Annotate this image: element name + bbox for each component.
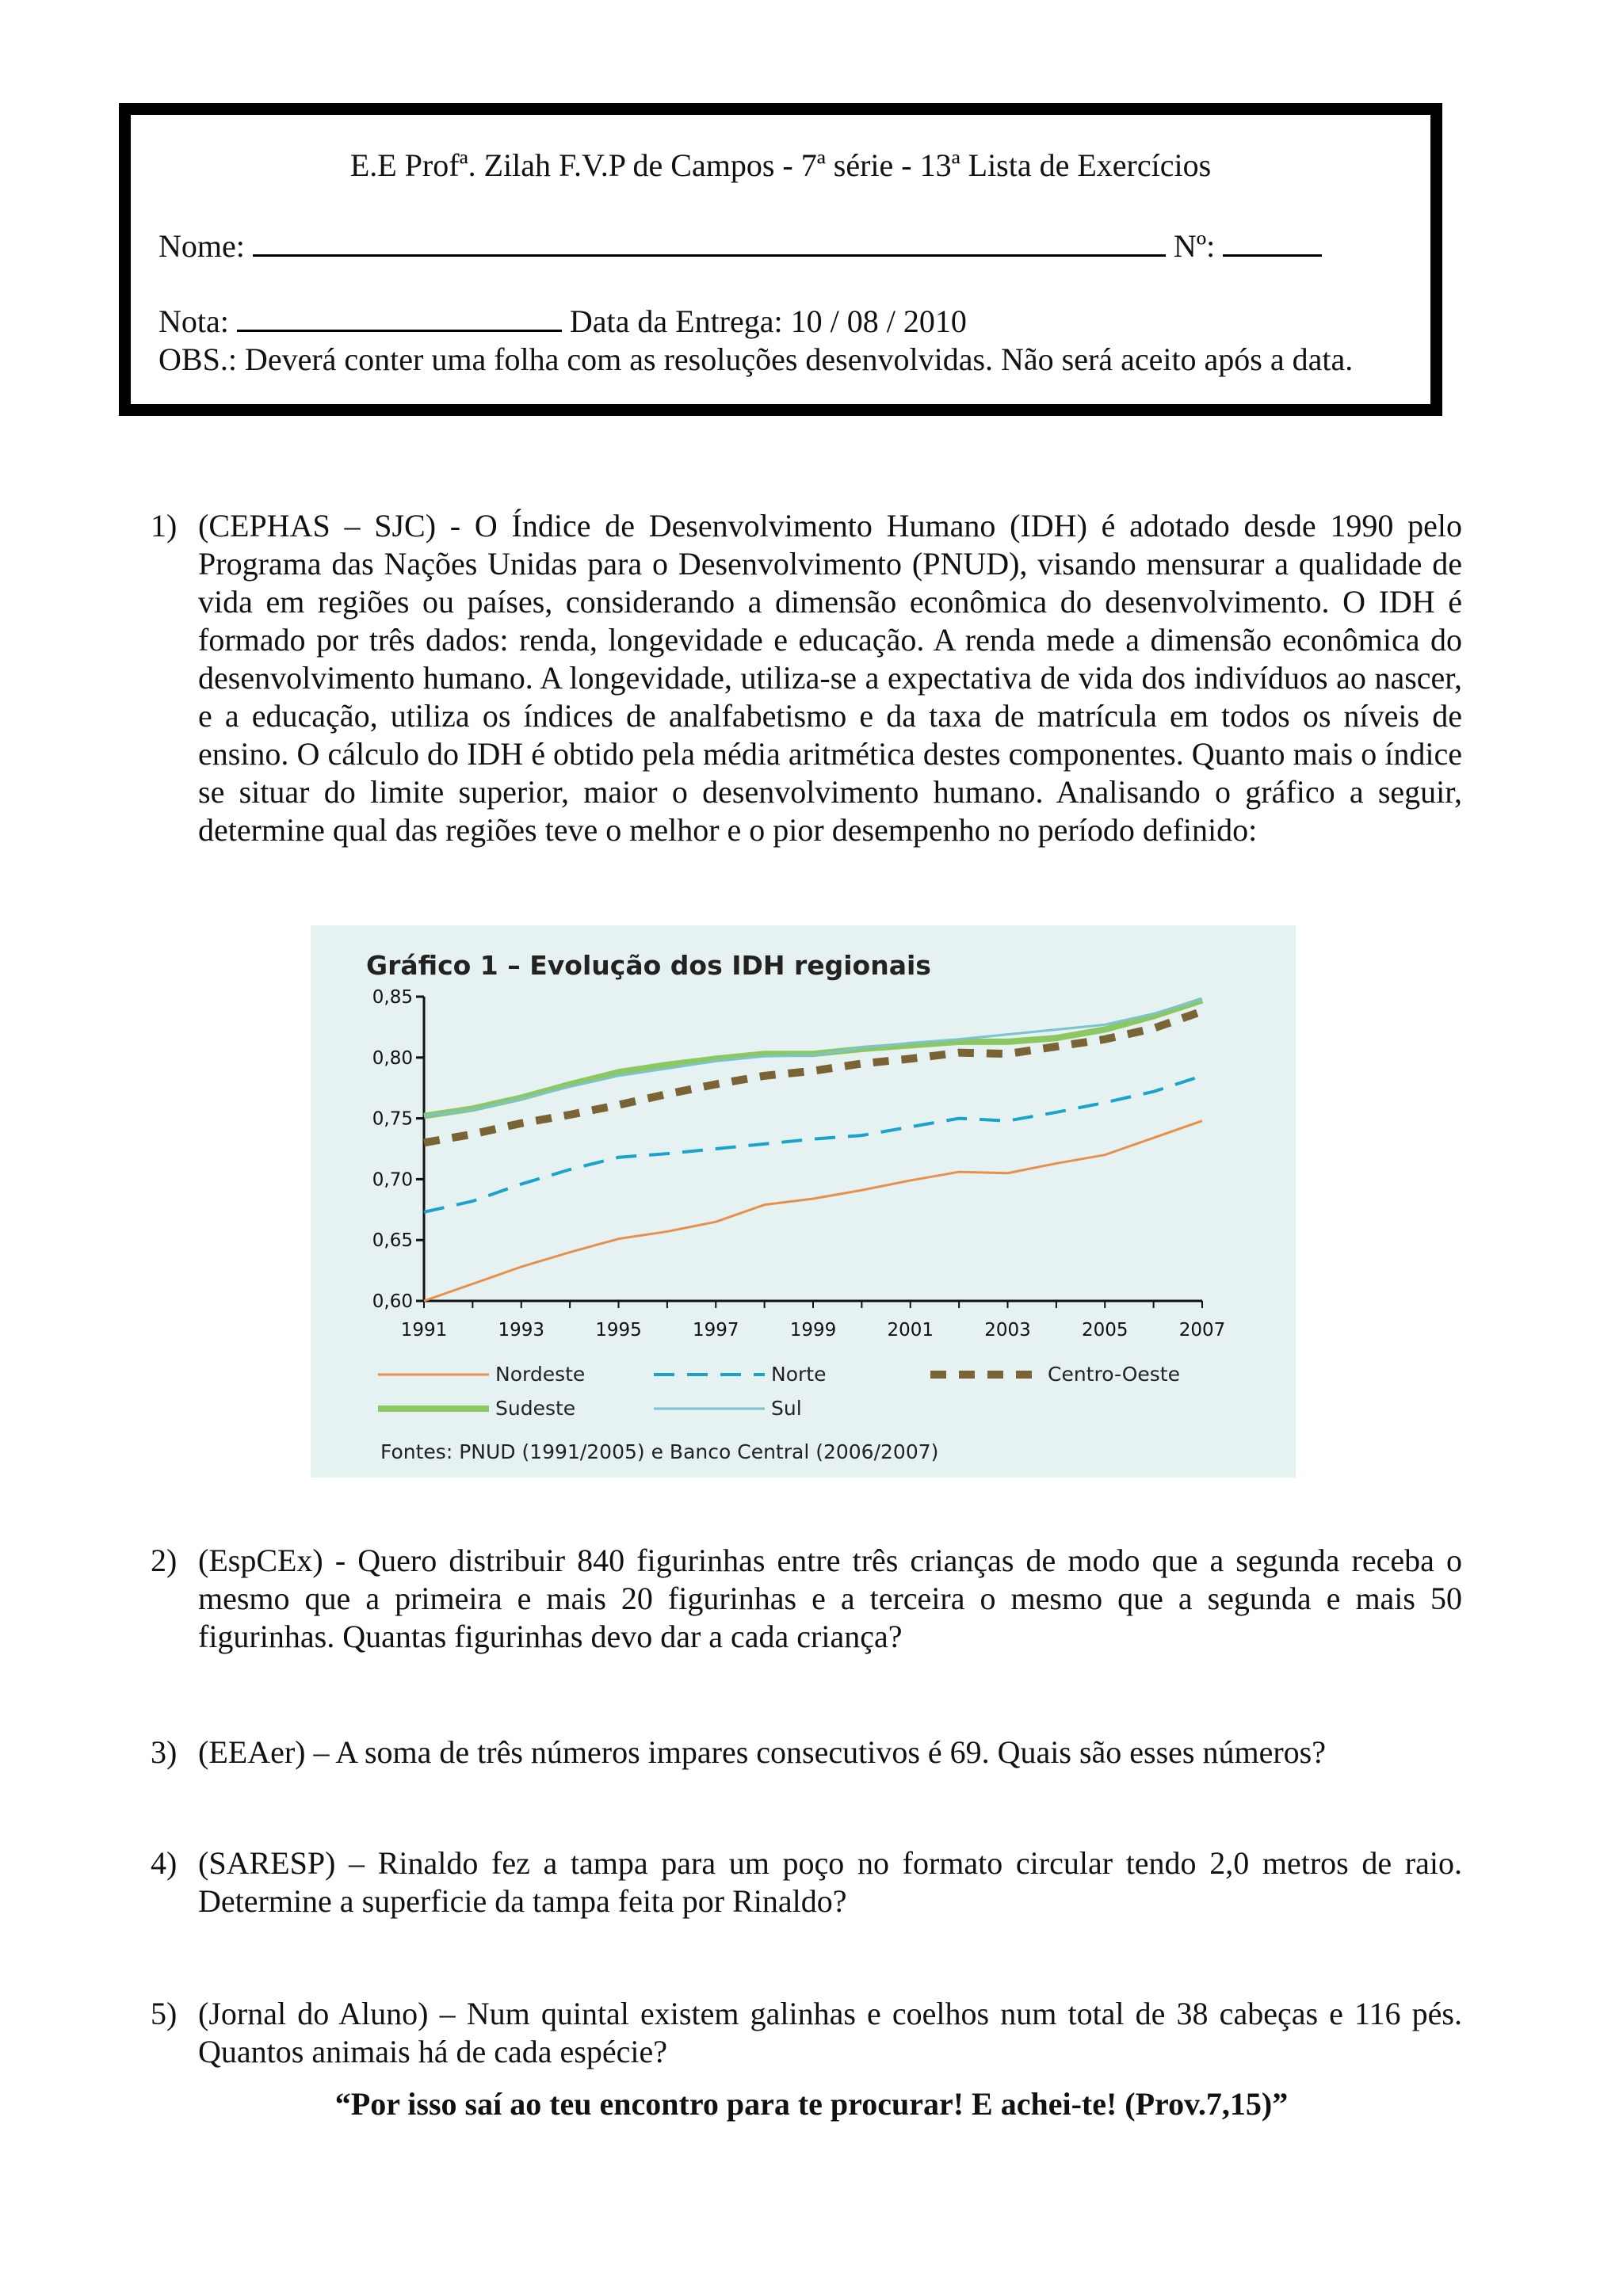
question-text: (EspCEx) - Quero distribuir 840 figurinhas entre três crianças de modo que a segunda receba o mesmo que a primeira e mais 20 figurinhas e a terceira o mesmo que a segunda e mais 50 figurinhas. Quantas figurinhas devo dar a cada criança?	[198, 1543, 1462, 1654]
data-point	[570, 1086, 571, 1087]
question-5	[151, 1995, 1462, 2071]
data-point	[861, 1047, 862, 1048]
y-tick-label: 0,60	[372, 1291, 413, 1312]
legend-label-nordeste: Nordeste	[495, 1363, 586, 1386]
data-point	[861, 1190, 862, 1191]
data-point	[861, 1063, 862, 1064]
name-line	[158, 227, 1322, 265]
x-tick-label: 1999	[789, 1320, 837, 1341]
data-point	[618, 1238, 619, 1239]
data-point	[666, 1231, 667, 1232]
data-point	[813, 1198, 814, 1199]
data-point	[618, 1075, 619, 1076]
data-point	[666, 1065, 667, 1066]
data-point	[910, 1058, 911, 1059]
x-tick-label: 2007	[1178, 1320, 1226, 1341]
data-point	[618, 1072, 619, 1073]
question-number: 1)	[151, 508, 178, 543]
data-point	[813, 1070, 814, 1071]
header-box	[119, 103, 1442, 416]
data-point	[424, 1301, 425, 1302]
data-point	[764, 1075, 765, 1076]
data-point	[1007, 1120, 1008, 1121]
data-point	[618, 1157, 619, 1158]
data-point	[1202, 1011, 1203, 1012]
data-point	[570, 1252, 571, 1253]
data-point	[959, 1052, 960, 1053]
data-point	[1105, 1029, 1106, 1030]
grade-field[interactable]	[237, 306, 562, 332]
question-number: 4)	[151, 1845, 178, 1881]
data-point	[764, 1056, 765, 1057]
y-tick-label: 0,85	[372, 987, 413, 1008]
y-tick-label: 0,75	[372, 1108, 413, 1130]
y-tick-label: 0,65	[372, 1230, 413, 1252]
x-tick-label: 2003	[984, 1320, 1031, 1341]
series-line-nordeste	[424, 1121, 1202, 1301]
question-3	[151, 1733, 1462, 1772]
data-point	[764, 1054, 765, 1055]
data-point	[1202, 1120, 1203, 1121]
data-point	[570, 1169, 571, 1170]
series-line-sul	[424, 999, 1202, 1116]
data-point	[861, 1135, 862, 1136]
chart-source: Fontes: PNUD (1991/2005) e Banco Central (2006/2007)	[380, 1440, 939, 1463]
question-text: (EEAer) – A soma de três números impares consecutivos é 69. Quais são esses números?	[198, 1734, 1326, 1770]
grade-label: Nota:	[158, 303, 229, 339]
legend-label-norte: Norte	[771, 1363, 827, 1386]
name-field[interactable]	[253, 231, 1166, 257]
data-point	[472, 1201, 473, 1202]
y-tick-label: 0,80	[372, 1047, 413, 1069]
question-text: (Jornal do Aluno) – Num quintal existem galinhas e coelhos num total de 38 cabeças e 116 pés. Quantos animais há de cada espécie?	[198, 1996, 1462, 2069]
series-line-sudeste	[424, 1001, 1202, 1116]
name-label: Nome:	[158, 228, 245, 264]
data-point	[1007, 1041, 1008, 1042]
chart-title: Gráfico 1 – Evolução dos IDH regionais	[366, 950, 931, 981]
series-line-norte	[424, 1076, 1202, 1212]
data-point	[570, 1084, 571, 1085]
data-point	[1105, 1102, 1106, 1103]
question-number: 2)	[151, 1543, 178, 1578]
number-label: Nº:	[1173, 228, 1216, 264]
grade-line	[158, 303, 967, 340]
data-point	[472, 1283, 473, 1284]
obs-note: OBS.: Deverá conter uma folha com as resoluções desenvolvidas. Não será aceito após a data.	[158, 341, 1354, 377]
data-point	[959, 1172, 960, 1173]
x-tick-label: 2005	[1081, 1320, 1128, 1341]
idh-chart-svg	[311, 925, 1296, 1478]
question-number: 3)	[151, 1734, 178, 1770]
data-point	[1007, 1034, 1008, 1035]
question-number: 5)	[151, 1996, 178, 2031]
data-point	[424, 1142, 425, 1143]
question-4	[151, 1844, 1462, 1920]
x-tick-label: 1993	[498, 1320, 545, 1341]
question-1	[151, 507, 1462, 849]
data-point	[1105, 1024, 1106, 1025]
data-point	[1202, 1075, 1203, 1076]
delivery-date: Data da Entrega: 10 / 08 / 2010	[569, 303, 967, 339]
data-point	[764, 1143, 765, 1144]
data-point	[1007, 1054, 1008, 1055]
legend-label-sudeste: Sudeste	[495, 1397, 576, 1420]
question-2	[151, 1542, 1462, 1656]
data-point	[910, 1045, 911, 1046]
data-point	[1202, 999, 1203, 1000]
data-point	[1153, 1013, 1154, 1014]
x-tick-label: 1995	[595, 1320, 642, 1341]
idh-chart	[311, 925, 1296, 1478]
data-point	[1105, 1154, 1106, 1155]
data-point	[959, 1041, 960, 1042]
question-text: (CEPHAS – SJC) - O Índice de Desenvolvimento Humano (IDH) é adotado desde 1990 pelo Programa das Nações Unidas para o Desenvolvimento (PNUD), visando mensurar a qualidade de vida em regiões ou países, considerando a dimensão econômica do desenvolvimento. O IDH é formado por três dados: renda, longevidade e educação. A renda mede a dimensão econômica do desenvolvimento humano. A longevidade, utiliza-se a expectativa de vida dos indivíduos ao nascer, e a educação, utiliza os índices de analfabetismo e da taxa de matrícula em todos os níveis de ensino. O cálculo do IDH é obtido pela média aritmética destes componentes. Quanto mais o índice se situar do limite superior, maior o desenvolvimento humano. Analisando o gráfico a seguir, determine qual das regiões teve o melhor e o pior desempenho no período definido:	[198, 508, 1462, 848]
data-point	[666, 1093, 667, 1094]
data-point	[424, 1211, 425, 1212]
data-point	[570, 1114, 571, 1115]
header-title: E.E Profª. Zilah F.V.P de Campos - 7ª série - 13ª Lista de Exercícios	[349, 147, 1212, 183]
number-field[interactable]	[1223, 231, 1322, 257]
x-tick-label: 2001	[887, 1320, 934, 1341]
legend-label-sul: Sul	[771, 1397, 802, 1420]
data-point	[666, 1068, 667, 1069]
x-tick-label: 1997	[692, 1320, 739, 1341]
legend-label-centro-oeste: Centro-Oeste	[1048, 1363, 1180, 1386]
data-point	[764, 1204, 765, 1205]
x-tick-label: 1991	[400, 1320, 448, 1341]
data-point	[472, 1134, 473, 1135]
closing-quote: “Por isso saí ao teu encontro para te procurar! E achei-te! (Prov.7,15)”	[334, 2086, 1289, 2122]
question-text: (SARESP) – Rinaldo fez a tampa para um poço no formato circular tendo 2,0 metros de raio. Determine a superficie da tampa feita por Rinaldo?	[198, 1845, 1462, 1919]
data-point	[618, 1104, 619, 1105]
data-point	[813, 1138, 814, 1139]
data-point	[959, 1118, 960, 1119]
data-point	[1153, 1091, 1154, 1092]
y-tick-label: 0,70	[372, 1169, 413, 1191]
data-point	[472, 1109, 473, 1110]
